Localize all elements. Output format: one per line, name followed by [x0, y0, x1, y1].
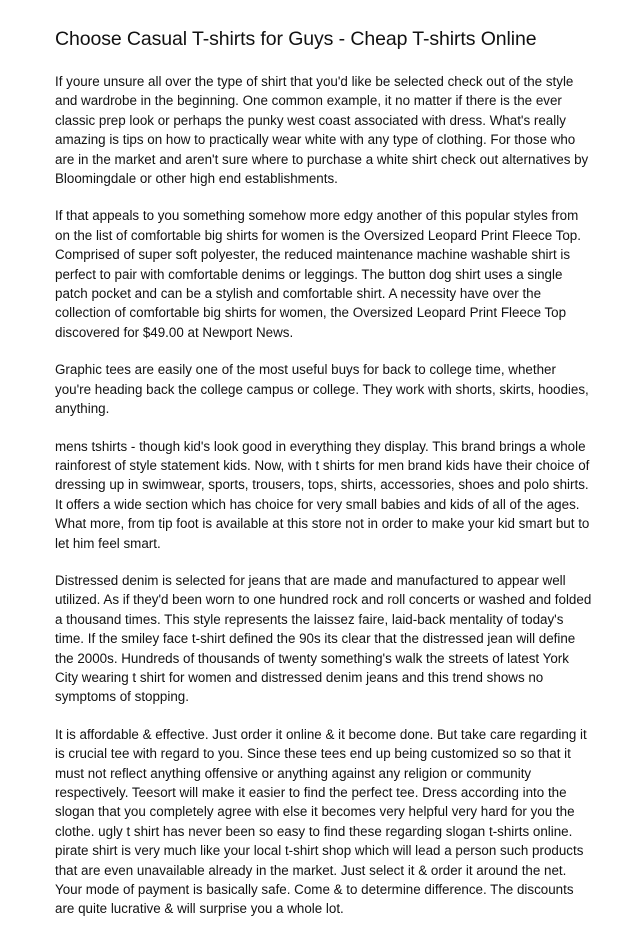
paragraph-3: Graphic tees are easily one of the most useful buys for back to college time, whether you're heading back the college campus or college. They work with shorts, skirts, hoodies, anything.	[55, 362, 589, 417]
paragraph-1: If youre unsure all over the type of shirt that you'd like be selected check out of the style and wardrobe in the beginning. One common example, it no matter if there is the ever classic prep look or perhaps the punky west coast associated with dress. What's really amazing is tips on how to practically wear white with any type of clothing. For those who are in the market and aren't sure where to purchase a white shirt check out alternatives by Bloomingdale or other high end establishments.	[55, 74, 589, 187]
paragraph-2: If that appeals to you something somehow more edgy another of this popular styles from on the list of comfortable big shirts for women is the Oversized Leopard Print Fleece Top. Comprised of super soft polyester, the reduced maintenance machine washable shirt is perfect to pair with comfortable denims or leggings. The button dog shirt uses a single patch pocket and can be a stylish and comfortable shirt. A necessity have over the collection of comfortable big shirts for women, the Oversized Leopard Print Fleece Top discovered for $49.00 at Newport News.	[55, 208, 581, 340]
paragraph-4: mens tshirts - though kid's look good in everything they display. This brand brings a whole rainforest of style statement kids. Now, with t shirts for men brand kids have their choice of dressing up in swimwear, sports, trousers, tops, shirts, accessories, shoes and polo shirts. It offers a wide section which has choice for very small babies and kids of all of the ages. What more, from tip foot is available at this store not in order to make your kid smart but to let him feel smart.	[55, 438, 590, 551]
paragraph-5: Distressed denim is selected for jeans that are made and manufactured to appear well utilized. As if they'd been worn to one hundred rock and roll concerts or washed and folded a thousand times. This style represents the laissez faire, laid-back mentality of today's time. If the smiley face t-shirt defined the 90s its clear that the distressed jean will define the 2000s. Hundreds of thousands of twenty something's walk the streets of latest York City wearing t shirt for women and distressed denim jeans and this trend shows no symptoms of stopping.	[55, 572, 592, 705]
document-title: Choose Casual T-shirts for Guys - Cheap T-shirts Online	[55, 28, 537, 50]
document-page	[55, 26, 595, 937]
paragraph-6: It is affordable & effective. Just order it online & it become done. But take care regarding it is crucial tee with regard to you. Since these tees end up being customized so so that it must not reflect anything offensive or anything against any religion or community respectively. Teesort will make it easier to find the perfect tee. Dress according into the slogan that you completely agree with else it becomes very helpful very hard for you the clothe. ugly t shirt has never been so easy to find these regarding slogan t-shirts online. pirate shirt is very much like your local t-shirt shop which will lead a person such products that are even unavailable already in the market. Just select it & order it around the net. Your mode of payment is basically safe. Come & to determine difference. The discounts are quite lucrative & will surprise you a whole lot.	[55, 726, 587, 917]
